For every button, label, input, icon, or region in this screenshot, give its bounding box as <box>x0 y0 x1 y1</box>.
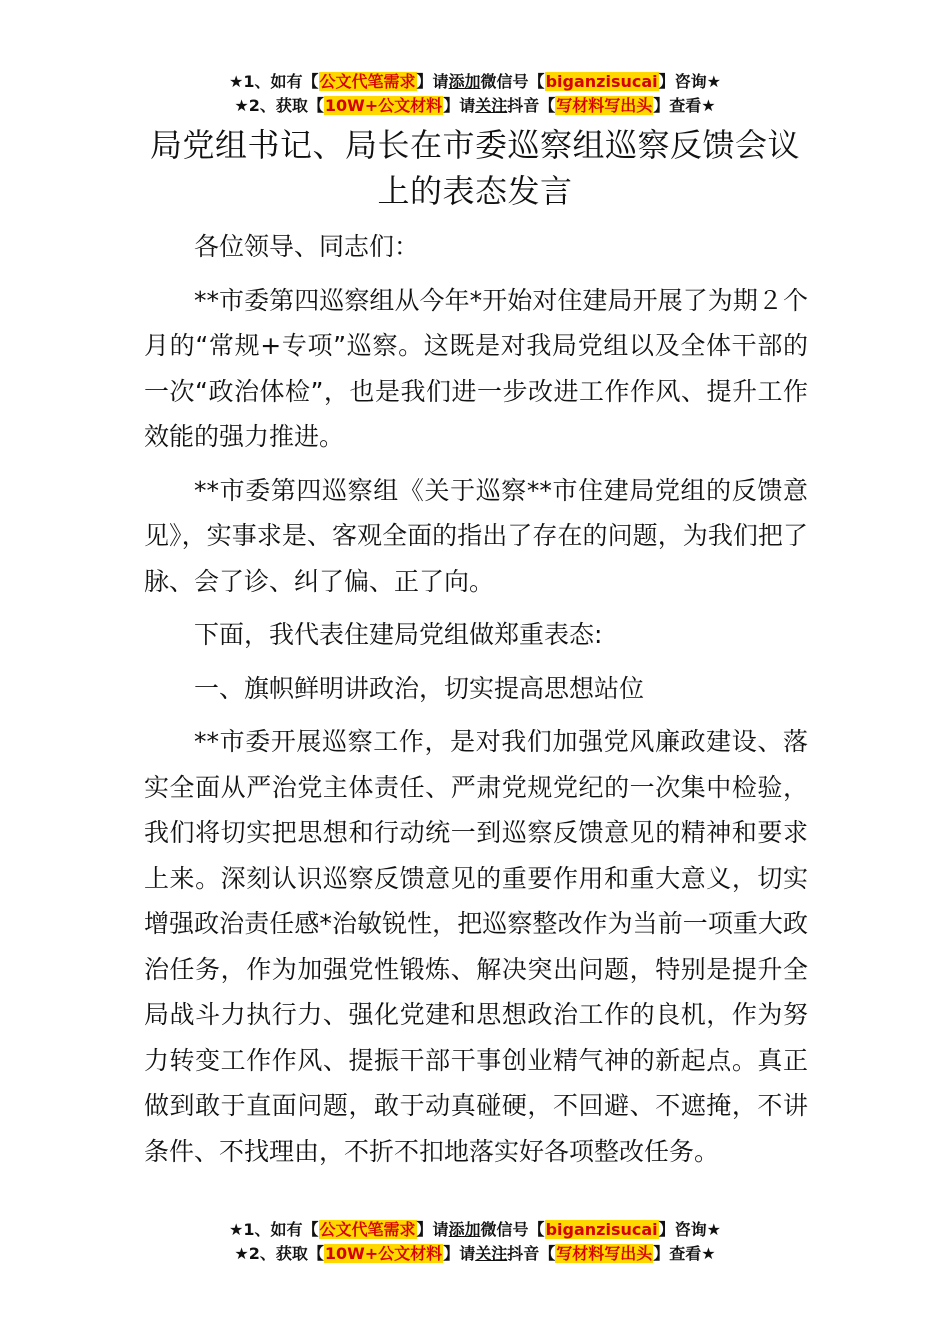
banner-text: 】咨询★ <box>658 72 721 91</box>
banner-wechat-id: biganzisucai <box>545 1220 658 1239</box>
banner-text: 抖音【 <box>507 1244 556 1263</box>
banner-emphasis: 添加 <box>448 72 481 91</box>
banner-emphasis: 关注 <box>475 96 508 115</box>
header-banner <box>0 70 950 118</box>
document-title: 局党组书记、局长在市委巡察组巡察反馈会议上的表态发言 <box>150 126 801 210</box>
banner-text: 】咨询★ <box>658 1220 721 1239</box>
banner-text: 抖音【 <box>507 96 556 115</box>
banner-text: 】请 <box>443 96 476 115</box>
footer-banner <box>0 1218 950 1266</box>
banner-emphasis: 关注 <box>475 1244 508 1263</box>
banner-text: ★2、获取【 <box>234 96 324 115</box>
banner-text: ★1、如有【 <box>229 1220 319 1239</box>
banner-text: 】请 <box>416 1220 449 1239</box>
banner-highlight: 公文代笔需求 <box>319 1220 416 1239</box>
document-body <box>144 224 808 1182</box>
banner-text: 】请 <box>416 72 449 91</box>
body-paragraph: **市委开展巡察工作，是对我们加强党风廉政建设、落实全面从严治党主体责任、严肃党规党纪的一次集中检验，我们将切实把思想和行动统一到巡察反馈意见的精神和要求上来。深刻认识巡察反馈意见的重要作用和重大意义，切实增强政治责任感*治敏锐性，把巡察整改作为当前一项重大政治任务，作为加强党性锻炼、解决突出问题，特别是提升全局战斗力执行力、强化党建和思想政治工作的良机，作为努力转变工作作风、提振干部干事创业精气神的新起点。真正做到敢于直面问题，敢于动真碰硬，不回避、不遮掩，不讲条件、不找理由，不折不扣地落实好各项整改任务。 <box>144 727 808 1166</box>
banner-line-2 <box>0 1242 950 1266</box>
body-paragraph: **市委第四巡察组从今年*开始对住建局开展了为期２个月的“常规+专项”巡察。这既是对我局党组以及全体干部的一次“政治体检”，也是我们进一步改进工作作风、提升工作效能的强力推进。 <box>144 285 808 451</box>
banner-wechat-id: biganzisucai <box>545 72 658 91</box>
body-paragraph: 下面，我代表住建局党组做郑重表态: <box>194 620 603 649</box>
banner-text: 】查看★ <box>653 96 716 115</box>
body-paragraph: **市委第四巡察组《关于巡察**市住建局党组的反馈意见》，实事求是、客观全面的指出了存在的问题，为我们把了脉、会了诊、纠了偏、正了向。 <box>144 475 808 596</box>
section-heading: 一、旗帜鲜明讲政治，切实提高思想站位 <box>194 673 645 703</box>
banner-highlight: 10W+公文材料 <box>324 96 443 115</box>
banner-line-1 <box>0 70 950 94</box>
banner-text: 微信号【 <box>480 72 545 91</box>
banner-douyin-id: 写材料写出头 <box>556 1244 653 1263</box>
banner-text: ★2、获取【 <box>234 1244 324 1263</box>
banner-text: 微信号【 <box>480 1220 545 1239</box>
banner-text: 】查看★ <box>653 1244 716 1263</box>
banner-line-1 <box>0 1218 950 1242</box>
banner-douyin-id: 写材料写出头 <box>556 96 653 115</box>
banner-line-2 <box>0 94 950 118</box>
banner-highlight: 公文代笔需求 <box>319 72 416 91</box>
banner-text: 】请 <box>443 1244 476 1263</box>
banner-highlight: 10W+公文材料 <box>324 1244 443 1263</box>
banner-text: ★1、如有【 <box>229 72 319 91</box>
banner-emphasis: 添加 <box>448 1220 481 1239</box>
salutation: 各位领导、同志们： <box>194 232 420 261</box>
